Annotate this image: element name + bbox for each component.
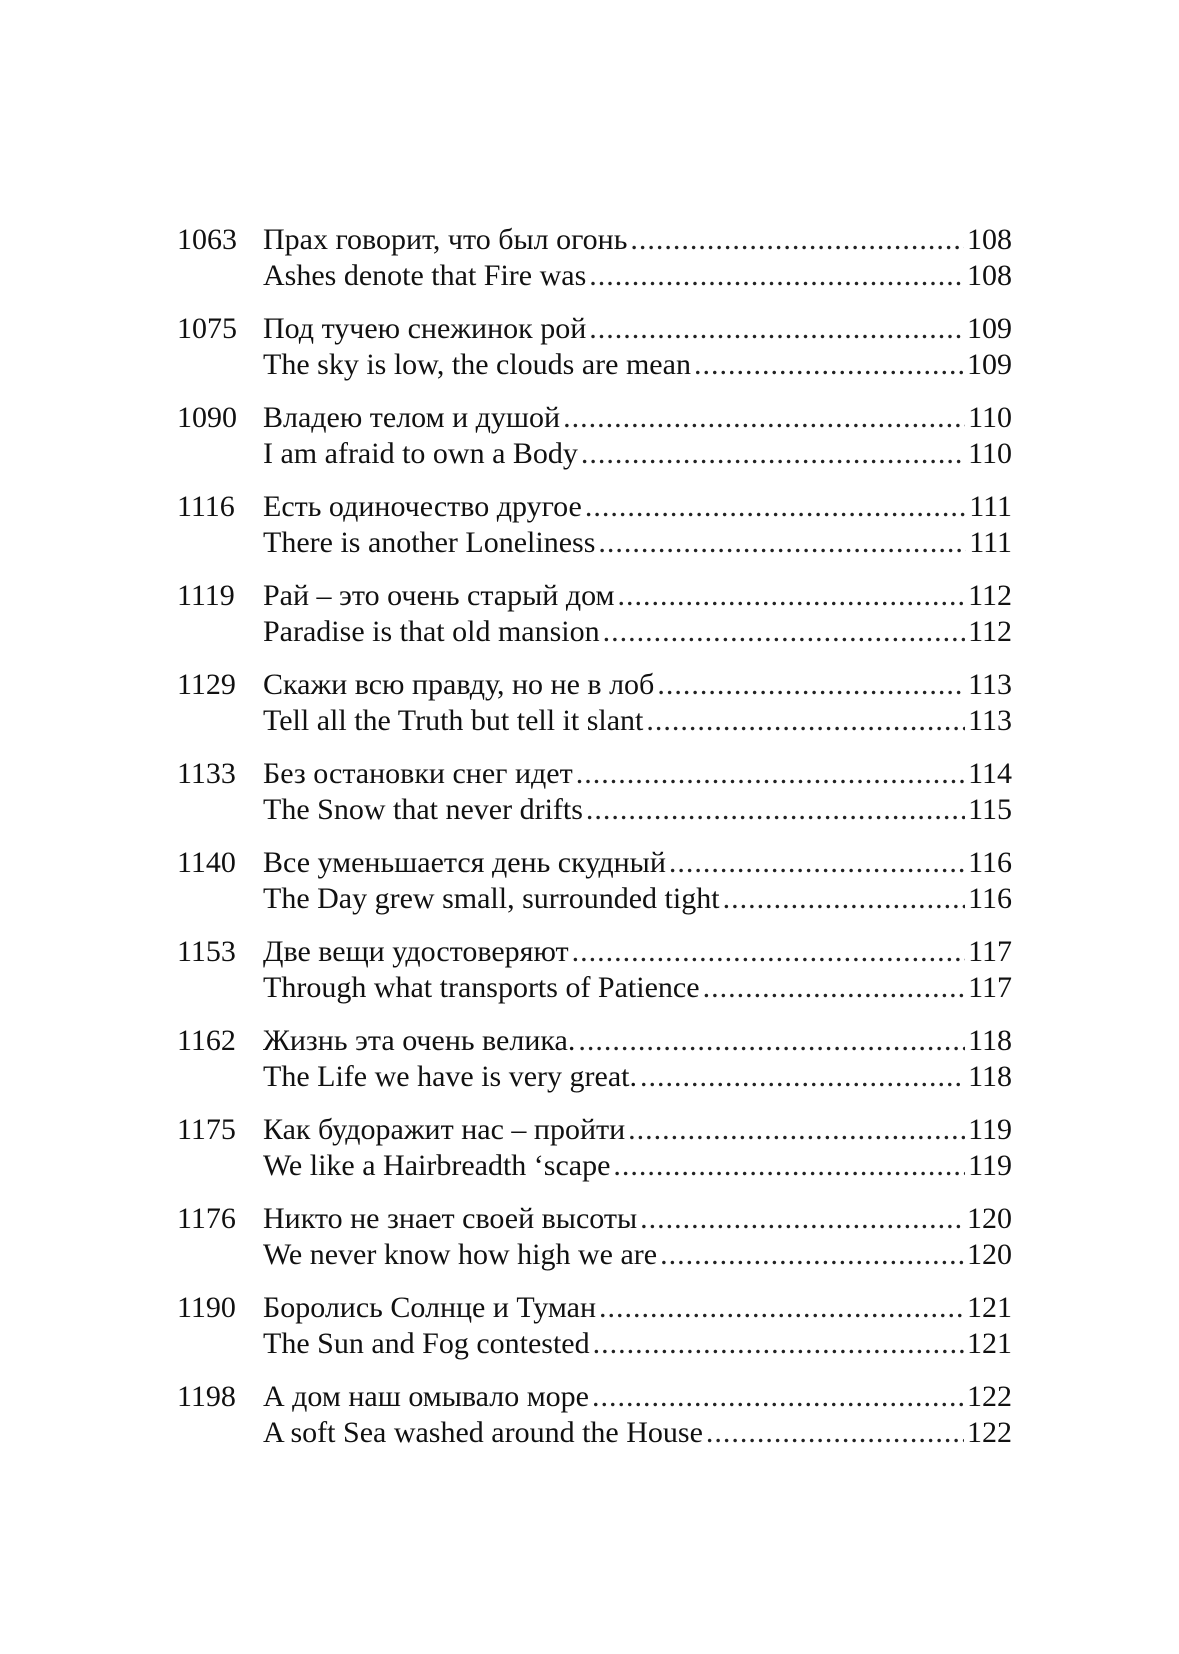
poem-number: 1129 [177, 668, 236, 701]
english-title: We never know how high we are [263, 1238, 658, 1271]
dot-leader [592, 1379, 964, 1415]
dot-leader [660, 1237, 964, 1273]
page-number: 121 [967, 1291, 1012, 1324]
russian-title: Владею телом и душой [263, 401, 561, 434]
english-title: Tell all the Truth but tell it slant [263, 704, 644, 737]
toc-entry [177, 400, 1012, 489]
english-title: The Snow that never drifts [263, 793, 583, 826]
dot-leader [581, 436, 965, 472]
toc-entry [177, 934, 1012, 1023]
russian-title: Рай – это очень старый дом [263, 579, 615, 612]
russian-title-line [263, 756, 1012, 792]
russian-title-line [263, 1023, 1012, 1059]
english-title-line [263, 1237, 1012, 1273]
page-number: 113 [968, 668, 1012, 701]
page-number: 118 [968, 1060, 1012, 1093]
dot-leader [563, 400, 965, 436]
page-number: 118 [968, 1024, 1012, 1057]
page-number: 112 [968, 579, 1012, 612]
english-title-line [263, 881, 1012, 917]
russian-title: Есть одиночество другое [263, 490, 582, 523]
english-title-line [263, 703, 1012, 739]
dot-leader [646, 703, 965, 739]
english-title-line [263, 347, 1012, 383]
page-number: 117 [968, 971, 1012, 1004]
dot-leader [640, 1201, 964, 1237]
poem-number: 1175 [177, 1113, 236, 1146]
table-of-contents [177, 222, 1012, 1468]
english-title: The Sun and Fog contested [263, 1327, 590, 1360]
english-title-line [263, 614, 1012, 650]
page-number: 108 [967, 223, 1012, 256]
toc-entry [177, 489, 1012, 578]
russian-title-line [263, 1290, 1012, 1326]
poem-number: 1153 [177, 935, 236, 968]
english-title: The Day grew small, surrounded tight [263, 882, 720, 915]
russian-title-line [263, 1112, 1012, 1148]
dot-leader [585, 489, 966, 525]
poem-number: 1116 [177, 490, 235, 523]
russian-title: Без остановки снег идет [263, 757, 573, 790]
page-number: 116 [968, 882, 1012, 915]
page-number: 112 [968, 615, 1012, 648]
russian-title-line [263, 845, 1012, 881]
dot-leader [657, 667, 965, 703]
russian-title-line [263, 222, 1012, 258]
page-number: 117 [968, 935, 1012, 968]
russian-title-line [263, 934, 1012, 970]
toc-entry [177, 1290, 1012, 1379]
english-title-line [263, 436, 1012, 472]
english-title-line [263, 1415, 1012, 1451]
russian-title: Никто не знает своей высоты [263, 1202, 638, 1235]
english-title-line [263, 258, 1012, 294]
english-title-line [263, 970, 1012, 1006]
page-number: 111 [969, 526, 1012, 559]
dot-leader [613, 1148, 965, 1184]
poem-number: 1198 [177, 1380, 236, 1413]
toc-entry [177, 1112, 1012, 1201]
russian-title-line [263, 400, 1012, 436]
dot-leader [576, 756, 965, 792]
dot-leader [578, 1023, 965, 1059]
page-number: 119 [968, 1113, 1012, 1146]
english-title: I am afraid to own a Body [263, 437, 578, 470]
russian-title: А дом наш омывало море [263, 1380, 590, 1413]
page-number: 121 [967, 1327, 1012, 1360]
page-number: 114 [968, 757, 1012, 790]
russian-title-line [263, 667, 1012, 703]
toc-entry [177, 1201, 1012, 1290]
english-title: The Life we have is very great. [263, 1060, 637, 1093]
page-number: 122 [967, 1416, 1012, 1449]
page-number: 120 [967, 1202, 1012, 1235]
toc-entry [177, 667, 1012, 756]
russian-title: Прах говорит, что был огонь [263, 223, 628, 256]
dot-leader [599, 1290, 964, 1326]
toc-entry [177, 1379, 1012, 1468]
english-title-line [263, 1148, 1012, 1184]
dot-leader [628, 1112, 965, 1148]
russian-title-line [263, 489, 1012, 525]
dot-leader [598, 525, 966, 561]
poem-number: 1063 [177, 223, 237, 256]
page-number: 122 [967, 1380, 1012, 1413]
page-number: 113 [968, 704, 1012, 737]
english-title: We like a Hairbreadth ‘scape [263, 1149, 611, 1182]
dot-leader [669, 845, 965, 881]
page-number: 109 [967, 348, 1012, 381]
dot-leader [589, 311, 964, 347]
english-title-line [263, 1326, 1012, 1362]
russian-title-line [263, 578, 1012, 614]
english-title-line [263, 792, 1012, 828]
poem-number: 1075 [177, 312, 237, 345]
poem-number: 1119 [177, 579, 235, 612]
page-number: 111 [969, 490, 1012, 523]
dot-leader [703, 970, 966, 1006]
page-number: 110 [968, 437, 1012, 470]
page-number: 110 [968, 401, 1012, 434]
page-number: 108 [967, 259, 1012, 292]
dot-leader [586, 792, 965, 828]
toc-entry [177, 222, 1012, 311]
english-title: There is another Loneliness [263, 526, 596, 559]
dot-leader [572, 934, 965, 970]
dot-leader [603, 614, 965, 650]
toc-entry [177, 845, 1012, 934]
english-title: The sky is low, the clouds are mean [263, 348, 691, 381]
dot-leader [706, 1415, 964, 1451]
english-title: A soft Sea washed around the House [263, 1416, 703, 1449]
poem-number: 1176 [177, 1202, 236, 1235]
russian-title: Все уменьшается день скудный [263, 846, 666, 879]
dot-leader [694, 347, 964, 383]
poem-number: 1190 [177, 1291, 236, 1324]
russian-title: Как будоражит нас – пройти [263, 1113, 626, 1146]
dot-leader [593, 1326, 964, 1362]
toc-entry [177, 1023, 1012, 1112]
dot-leader [723, 881, 966, 917]
page-number: 115 [968, 793, 1012, 826]
poem-number: 1162 [177, 1024, 236, 1057]
russian-title-line [263, 311, 1012, 347]
page-number: 109 [967, 312, 1012, 345]
russian-title-line [263, 1379, 1012, 1415]
english-title: Through what transports of Patience [263, 971, 700, 1004]
page-number: 120 [967, 1238, 1012, 1271]
russian-title-line [263, 1201, 1012, 1237]
poem-number: 1140 [177, 846, 236, 879]
poem-number: 1133 [177, 757, 236, 790]
english-title-line [263, 525, 1012, 561]
poem-number: 1090 [177, 401, 237, 434]
page-number: 119 [968, 1149, 1012, 1182]
dot-leader [618, 578, 966, 614]
russian-title: Боролись Солнце и Туман [263, 1291, 597, 1324]
russian-title: Под тучею снежинок рой [263, 312, 587, 345]
toc-entry [177, 578, 1012, 667]
russian-title: Скажи всю правду, но не в лоб [263, 668, 655, 701]
dot-leader [640, 1059, 965, 1095]
toc-entry [177, 756, 1012, 845]
russian-title: Две вещи удостоверяют [263, 935, 569, 968]
english-title: Paradise is that old mansion [263, 615, 600, 648]
page-number: 116 [968, 846, 1012, 879]
dot-leader [589, 258, 964, 294]
english-title: Ashes denote that Fire was [263, 259, 587, 292]
english-title-line [263, 1059, 1012, 1095]
toc-entry [177, 311, 1012, 400]
dot-leader [630, 222, 964, 258]
russian-title: Жизнь эта очень велика. [263, 1024, 576, 1057]
